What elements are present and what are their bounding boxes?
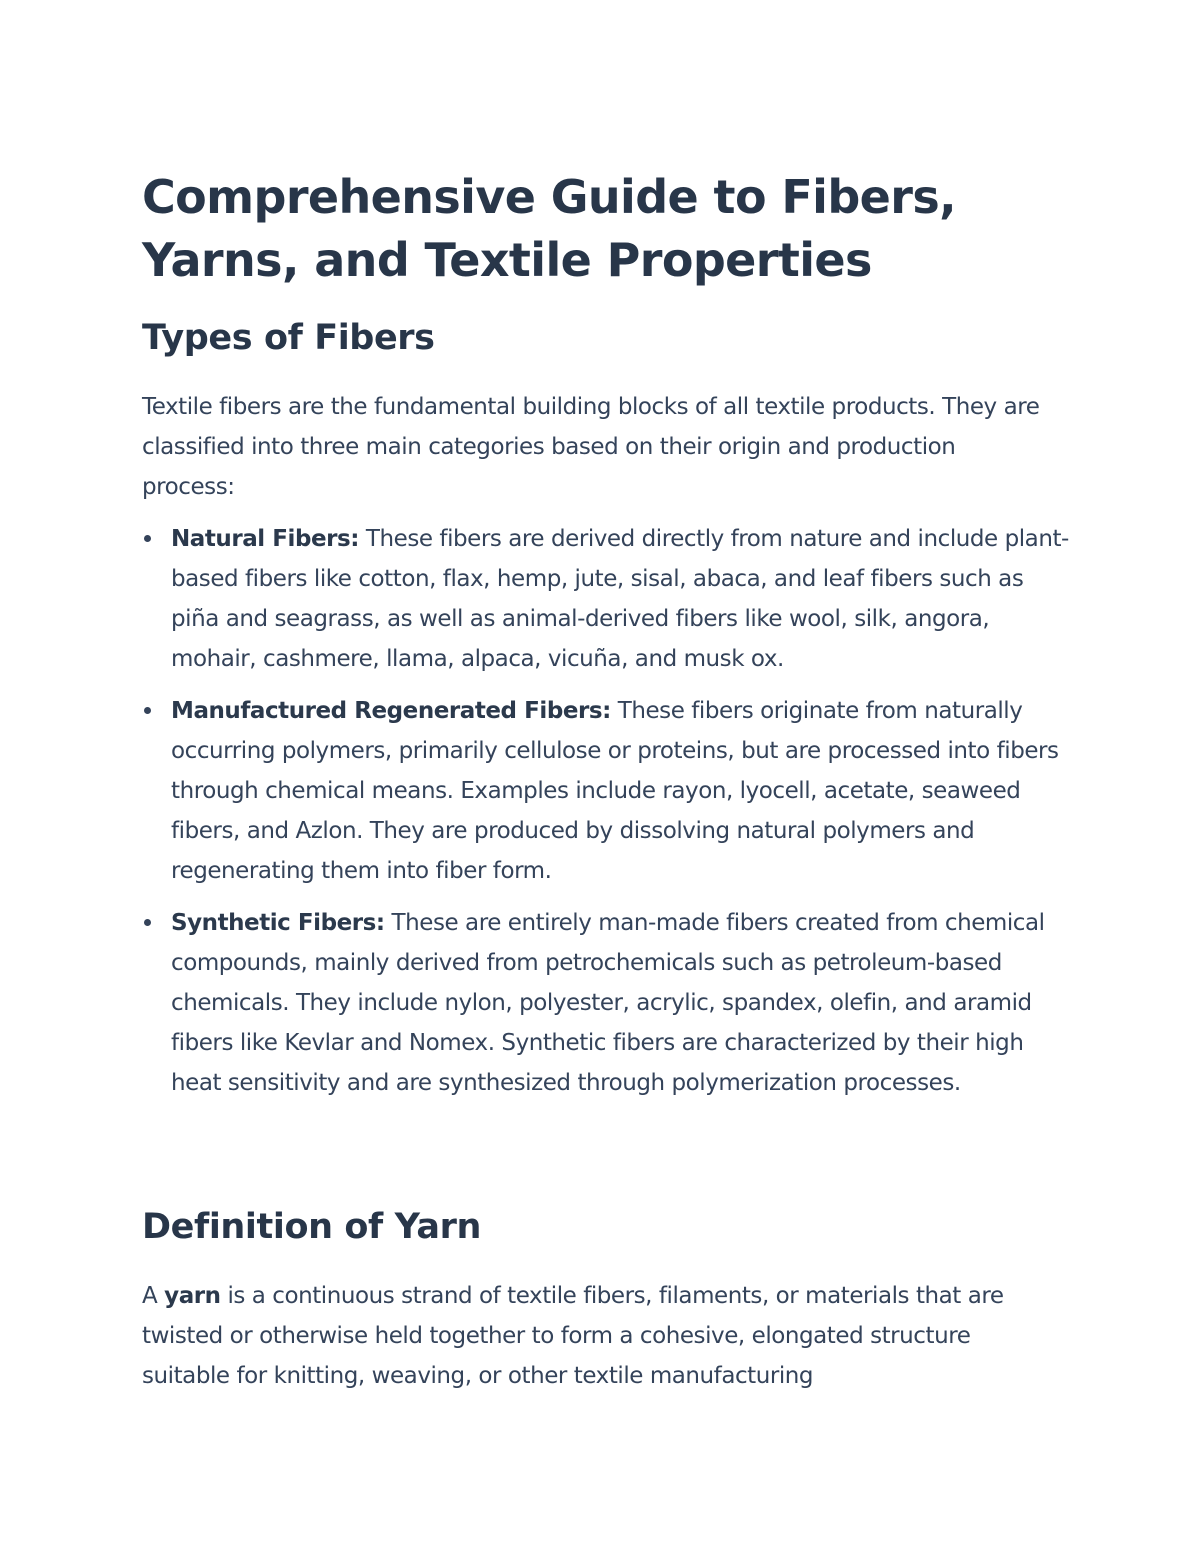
document-title: Comprehensive Guide to Fibers, Yarns, and Textile Properties xyxy=(142,170,957,287)
term-synthetic-fibers: Synthetic Fibers: xyxy=(171,910,385,936)
yarn-definition-prefix: A xyxy=(142,1283,165,1309)
fiber-types-list xyxy=(142,519,1072,1115)
list-item-synthetic-fibers xyxy=(142,903,1072,1103)
bullet-point xyxy=(144,535,151,542)
section-heading-definition-of-yarn: Definition of Yarn xyxy=(142,1207,481,1247)
list-item-manufactured-regenerated-fibers xyxy=(142,691,1072,891)
term-yarn: yarn xyxy=(164,1283,221,1309)
natural-fibers-description: These fibers are derived directly from nature and include plant-based fibers like cotton, flax, hemp, jute, sisal, abaca, and leaf fibers such as piña and seagrass, as well as animal-derived fibers like wool, silk, angora, mohair, cashmere, llama, alpaca, vicuña, and musk ox. xyxy=(171,526,1069,672)
term-manufactured-regenerated-fibers: Manufactured Regenerated Fibers: xyxy=(171,698,611,724)
bullet-point xyxy=(144,707,151,714)
yarn-definition-paragraph xyxy=(142,1276,1052,1396)
yarn-definition-text: is a continuous strand of textile fibers, filaments, or materials that are twisted or otherwise held together to form a cohesive, elongated structure suitable for knitting, weaving, or other textile manufacturing xyxy=(142,1283,1004,1389)
manufactured-regenerated-fibers-description: These fibers originate from naturally occurring polymers, primarily cellulose or proteins, but are processed into fibers through chemical means. Examples include rayon, lyocell, acetate, seaweed fibers, and Azlon. They are produced by dissolving natural polymers and regenerating them into fiber form. xyxy=(171,698,1059,884)
term-natural-fibers: Natural Fibers: xyxy=(171,526,360,552)
synthetic-fibers-description: These are entirely man-made fibers created from chemical compounds, mainly derived from petrochemicals such as petroleum-based chemicals. They include nylon, polyester, acrylic, spandex, olefin, and aramid fibers like Kevlar and Nomex. Synthetic fibers are characterized by their high heat sensitivity and are synthesized through polymerization processes. xyxy=(171,910,1045,1096)
section-heading-types-of-fibers: Types of Fibers xyxy=(142,318,435,358)
fiber-types-intro-paragraph: Textile fibers are the fundamental building blocks of all textile products. They are classified into three main categories based on their origin and production process: xyxy=(142,394,1040,500)
list-item-natural-fibers xyxy=(142,519,1072,679)
bullet-point xyxy=(144,919,151,926)
